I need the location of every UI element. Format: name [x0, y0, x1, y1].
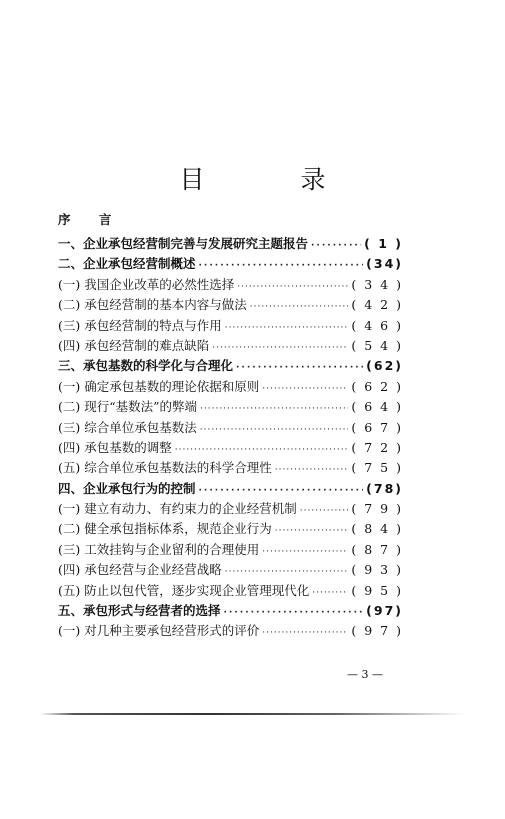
toc-entry-label: (一) 确定承包基数的理论依据和原则 — [58, 378, 260, 394]
toc-entry-label: 五、承包形式与经营者的选择 — [58, 603, 221, 619]
toc-entry-label: (二) 健全承包指标体系，规范企业行为 — [58, 521, 272, 537]
toc-subsection-entry — [58, 438, 403, 458]
table-of-contents — [58, 210, 403, 642]
toc-entry-label: (五) 防止以包代管，逐步实现企业管理现代化 — [58, 582, 310, 598]
bottom-rule — [40, 713, 465, 715]
toc-leader-dots — [224, 603, 364, 623]
toc-leader-dots — [262, 379, 348, 399]
toc-leader-dots — [262, 623, 348, 643]
toc-leader-dots — [237, 277, 348, 297]
toc-entry-page: (78) — [366, 480, 403, 496]
toc-entry-label: (一) 对几种主要承包经营形式的评价 — [58, 623, 260, 639]
toc-entry-label: (三) 综合单位承包基数法 — [58, 419, 197, 435]
toc-entry-label: 三、承包基数的科学化与合理化 — [58, 358, 234, 374]
toc-leader-dots — [311, 236, 361, 256]
toc-leader-dots — [200, 399, 348, 419]
toc-entry-label: (五) 综合单位承包基数法的科学合理性 — [58, 460, 272, 476]
toc-subsection-entry — [58, 377, 403, 397]
toc-entry-page: ( 7 2 ) — [351, 439, 403, 455]
toc-leader-dots — [212, 338, 348, 358]
toc-section-entry — [58, 601, 403, 621]
toc-entry-page: ( 1 ) — [364, 236, 403, 251]
toc-section-entry — [58, 254, 403, 274]
toc-subsection-entry — [58, 275, 403, 295]
toc-entry-page: ( 6 2 ) — [351, 378, 403, 394]
toc-leader-dots — [312, 583, 348, 603]
toc-leader-dots — [262, 542, 348, 562]
toc-leader-dots — [250, 297, 349, 317]
toc-leader-dots — [199, 256, 364, 276]
toc-entry-page: ( 9 5 ) — [351, 582, 403, 598]
toc-entry-page: ( 6 7 ) — [351, 419, 403, 435]
toc-section-entry — [58, 356, 403, 376]
toc-entry-label: (四) 承包经营制的难点缺陷 — [58, 337, 210, 353]
toc-leader-dots — [225, 318, 349, 338]
toc-subsection-entry — [58, 621, 403, 641]
toc-section-entry — [58, 479, 403, 499]
toc-subsection-entry — [58, 519, 403, 539]
toc-subsection-entry — [58, 581, 403, 601]
toc-entry-page: ( 8 4 ) — [351, 521, 403, 537]
toc-entry-label: (四) 承包基数的调整 — [58, 439, 172, 455]
page-title: 目 录 — [179, 165, 370, 194]
toc-entries — [58, 234, 403, 642]
preface-heading: 序 言 — [58, 212, 124, 227]
toc-subsection-entry — [58, 540, 403, 560]
toc-subsection-entry — [58, 499, 403, 519]
toc-entry-page: (34) — [366, 256, 403, 272]
toc-entry-page: ( 5 4 ) — [351, 337, 403, 353]
toc-subsection-entry — [58, 397, 403, 417]
toc-leader-dots — [175, 440, 349, 460]
toc-entry-label: (二) 承包经营制的基本内容与做法 — [58, 297, 247, 313]
toc-section-entry — [58, 234, 403, 254]
toc-entry-label: 四、企业承包行为的控制 — [58, 480, 196, 496]
toc-leader-dots — [225, 562, 349, 582]
toc-entry-page: ( 4 6 ) — [351, 317, 403, 333]
toc-subsection-entry — [58, 295, 403, 315]
toc-subsection-entry — [58, 316, 403, 336]
toc-entry-page: (62) — [366, 358, 403, 374]
toc-subsection-entry — [58, 560, 403, 580]
toc-leader-dots — [275, 460, 349, 480]
toc-leader-dots — [236, 358, 363, 378]
toc-entry-page: ( 6 4 ) — [351, 399, 403, 415]
toc-leader-dots — [275, 521, 349, 541]
toc-entry-label: (三) 工效挂钩与企业留利的合理使用 — [58, 541, 260, 557]
toc-entry-page: ( 7 9 ) — [351, 501, 403, 517]
toc-entry-page: (97) — [366, 603, 403, 619]
page-number: — 3 — — [347, 668, 383, 681]
toc-entry-page: ( 9 7 ) — [351, 623, 403, 639]
toc-subsection-entry — [58, 336, 403, 356]
toc-entry-label: (二) 现行“基数法”的弊端 — [58, 399, 198, 415]
toc-entry-page: ( 9 3 ) — [351, 562, 403, 578]
toc-entry-label: (一) 我国企业改革的必然性选择 — [58, 276, 235, 292]
toc-entry-page: ( 4 2 ) — [351, 297, 403, 313]
toc-entry-label: (三) 承包经营制的特点与作用 — [58, 317, 222, 333]
toc-leader-dots — [300, 501, 349, 521]
toc-entry-page: ( 8 7 ) — [351, 541, 403, 557]
toc-entry-label: 二、企业承包经营制概述 — [58, 256, 196, 272]
toc-leader-dots — [200, 420, 349, 440]
toc-entry-page: ( 3 4 ) — [351, 276, 403, 292]
toc-entry-page: ( 7 5 ) — [351, 460, 403, 476]
toc-subsection-entry — [58, 458, 403, 478]
toc-leader-dots — [199, 481, 364, 501]
toc-subsection-entry — [58, 418, 403, 438]
toc-entry-label: 一、企业承包经营制完善与发展研究主题报告 — [58, 236, 309, 251]
toc-entry-label: (一) 建立有动力、有约束力的企业经营机制 — [58, 501, 297, 517]
toc-entry-label: (四) 承包经营与企业经营战略 — [58, 562, 222, 578]
